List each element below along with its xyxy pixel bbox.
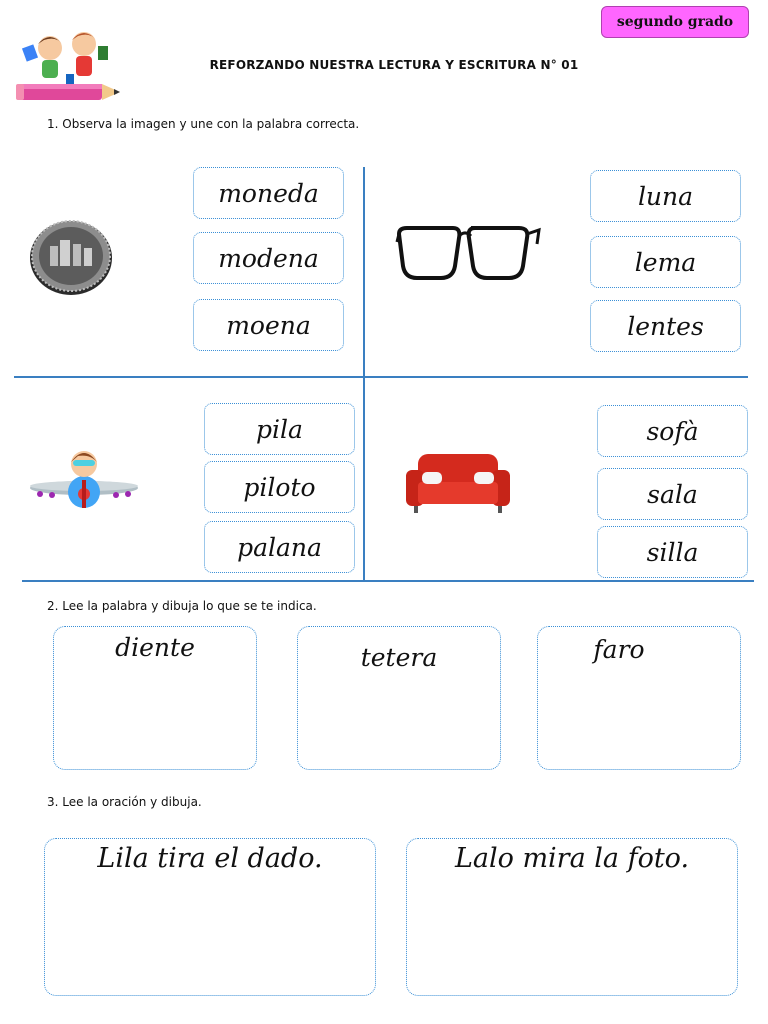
word-option-lema[interactable]: lema (590, 236, 741, 288)
grade-badge: segundo grado (601, 6, 749, 38)
draw-box-faro[interactable] (537, 626, 741, 770)
draw-box-word: diente (115, 633, 195, 662)
word-option-luna[interactable]: luna (590, 170, 741, 222)
word-option-palana[interactable]: palana (204, 521, 355, 573)
word-option-lentes[interactable]: lentes (590, 300, 741, 352)
draw-box-sentence-2[interactable] (406, 838, 738, 996)
draw-box-sentence: Lila tira el dado. (97, 843, 323, 874)
q1-horizontal-divider-top (14, 376, 748, 378)
glasses-image (395, 222, 541, 284)
pilot-plane-image (28, 442, 140, 512)
q1-instruction: 1. Observa la imagen y une con la palabra correcta. (47, 117, 360, 131)
draw-box-sentence: Lalo mira la foto. (454, 843, 690, 874)
page-title (0, 58, 768, 72)
sofa-image (404, 450, 512, 514)
draw-box-sentence-1[interactable] (44, 838, 376, 996)
page-title-text: REFORZANDO NUESTRA LECTURA Y ESCRITURA N° 01 (209, 58, 579, 72)
q1-horizontal-divider-bottom (22, 580, 754, 582)
word-option-pila[interactable]: pila (204, 403, 355, 455)
word-option-moena[interactable]: moena (193, 299, 344, 351)
coin-image (28, 218, 114, 296)
draw-box-tetera[interactable] (297, 626, 501, 770)
word-option-moneda[interactable]: moneda (193, 167, 344, 219)
q2-instruction: 2. Lee la palabra y dibuja lo que se te indica. (47, 599, 317, 613)
word-option-sofa[interactable]: sofà (597, 405, 748, 457)
draw-box-word: tetera (360, 643, 438, 672)
draw-box-diente[interactable] (53, 626, 257, 770)
word-option-modena[interactable]: modena (193, 232, 344, 284)
word-option-piloto[interactable]: piloto (204, 461, 355, 513)
word-option-silla[interactable]: silla (597, 526, 748, 578)
word-option-sala[interactable]: sala (597, 468, 748, 520)
draw-box-word: faro (593, 635, 645, 664)
q1-vertical-divider (363, 167, 365, 581)
q3-instruction: 3. Lee la oración y dibuja. (47, 795, 202, 809)
